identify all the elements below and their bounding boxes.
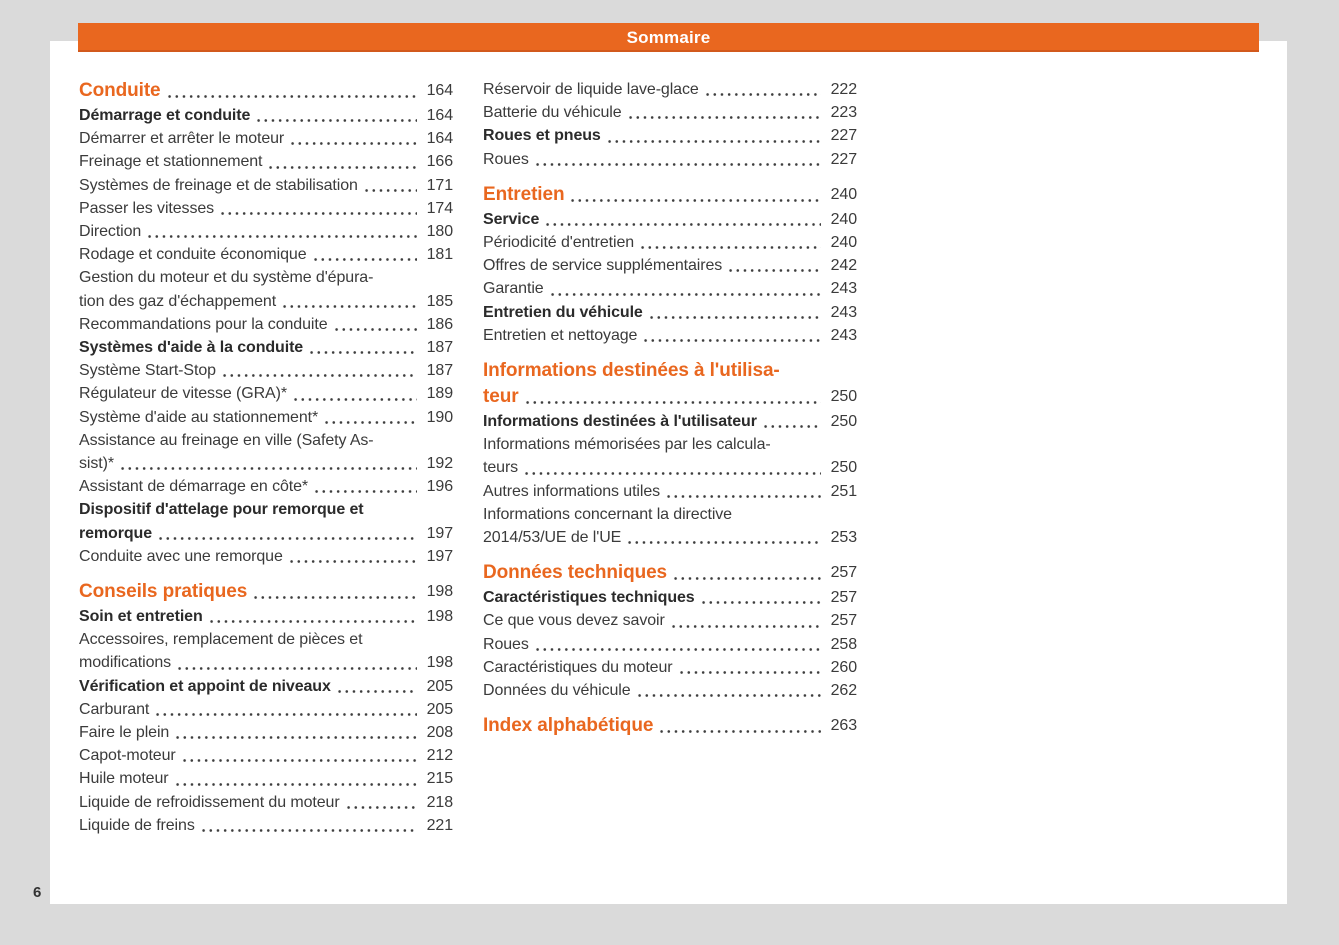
toc-entry-page: 164 [426,82,453,99]
toc-entry-label: Roues et pneus [483,127,601,145]
toc-entry-page: 243 [830,280,857,298]
toc-entry-label: Vérification et appoint de niveaux [79,677,331,695]
toc-entry-page: 208 [426,724,453,742]
toc-entry-label: Périodicité d'entretien [483,234,635,252]
toc-column-right [483,78,857,739]
toc-entry-label-continued: tion des gaz d'échappement [79,292,277,310]
toc-entry [79,767,453,790]
dot-leader [704,78,821,96]
dot-leader [288,545,417,563]
dot-leader [549,277,821,295]
toc-entry [79,791,453,814]
toc-entry-page: 262 [830,682,857,700]
toc-entry [483,480,857,503]
toc-entry-label: Soin et entretien [79,608,203,626]
dot-leader [363,174,417,192]
toc-entry [483,560,857,586]
toc-entry [483,656,857,679]
toc-entry-page: 240 [830,210,857,228]
toc-entry [483,713,857,739]
dot-leader [323,406,417,424]
toc-entry [79,127,453,150]
toc-entry-label: Conduite avec une remorque [79,547,283,565]
dot-leader [670,609,821,627]
dot-leader [219,197,417,215]
toc-entry-label: Système Start-Stop [79,362,216,380]
toc-entry-label: Dispositif d'attelage pour remorque et [79,501,364,519]
toc-entry-page: 180 [426,223,453,241]
toc-entry-page: 218 [426,793,453,811]
toc-entry-label: Rodage et conduite économique [79,246,307,264]
toc-entry-label: Faire le plein [79,724,170,742]
toc-entry-label: Données techniques [483,562,668,584]
toc-entry-page: 187 [426,362,453,380]
toc-entry [483,124,857,147]
toc-entry-label: Informations concernant la directive [483,505,732,523]
toc-entry-label: Assistant de démarrage en côte* [79,478,309,496]
dot-leader [569,182,821,202]
dot-leader [665,480,821,498]
dot-leader [333,313,417,331]
toc-entry [79,721,453,744]
toc-entry [79,266,453,312]
toc-entry-page: 263 [830,717,857,735]
toc-entry [79,545,453,568]
toc-entry [79,197,453,220]
toc-entry-page: 250 [830,413,857,431]
dot-leader [627,101,821,119]
toc-entry-label-continued: teur [483,386,519,408]
toc-entry-label: Système d'aide au stationnement* [79,408,319,426]
toc-entry-label: Assistance au freinage en ville (Safety As- [79,431,374,449]
dot-leader [534,633,821,651]
toc-entry-label: Autres informations utiles [483,482,661,500]
toc-entry-label: Huile moteur [79,770,169,788]
dot-leader [292,382,417,400]
toc-entry-label-continued: sist)* [79,455,114,473]
dot-leader [534,148,821,166]
toc-entry-label-continued: modifications [79,654,172,672]
dot-leader [606,124,821,142]
toc-entry-page: 227 [830,127,857,145]
toc-entry-page: 243 [830,303,857,321]
toc-entry [483,609,857,632]
page-title: Sommaire [626,28,711,47]
toc-entry-label: Démarrage et conduite [79,107,251,124]
toc-entry-page: 257 [830,564,857,582]
dot-leader [762,410,821,428]
toc-entry-label: Entretien du véhicule [483,303,643,321]
toc-entry-page: 164 [426,130,453,148]
toc-entry-label: Entretien et nettoyage [483,326,638,344]
toc-entry-label: Passer les vitesses [79,199,215,217]
toc-entry [79,78,453,104]
toc-entry-page: 198 [426,654,453,672]
toc-entry-page: 250 [830,388,857,406]
toc-entry-label: Liquide de freins [79,816,195,834]
dot-leader [626,526,821,544]
toc-entry-label: Systèmes de freinage et de stabilisation [79,176,358,194]
toc-entry-label: Garantie [483,280,544,298]
toc-entry-label: Service [483,210,540,228]
toc-entry [79,579,453,605]
toc-entry-label: Caractéristiques techniques [483,589,695,607]
toc-entry [483,301,857,324]
dot-leader [255,104,417,122]
toc-entry-label: Recommandations pour la conduite [79,315,328,333]
page-number: 6 [33,884,42,901]
toc-entry-page: 251 [830,482,857,500]
toc-entry-label: Caractéristiques du moteur [483,658,673,676]
toc-entry-label: Conseils pratiques [79,581,248,603]
toc-entry-page: 196 [426,478,453,496]
toc-entry-label: Freinage et stationnement [79,153,263,171]
toc-entry-label: Informations destinées à l'utilisateur [483,413,757,431]
toc-entry-page: 260 [830,658,857,676]
dot-leader [267,150,417,168]
toc-entry [79,698,453,721]
toc-entry-label: Données du véhicule [483,682,631,700]
toc-entry [483,679,857,702]
toc-entry-page: 257 [830,612,857,630]
toc-entry-label-continued: remorque [79,524,152,542]
toc-entry-label: Roues [483,150,529,168]
toc-entry-label: Entretien [483,183,565,205]
toc-entry-label: Informations destinées à l'utilisa- [483,360,780,382]
dot-leader [639,231,821,249]
toc-entry-page: 240 [830,234,857,252]
toc-entry-page: 197 [426,547,453,565]
dot-leader [345,791,417,809]
toc-entry [483,101,857,124]
toc-entry [483,410,857,433]
dot-leader [672,560,821,580]
dot-leader [157,522,417,540]
toc-entry [79,498,453,544]
toc-entry [79,243,453,266]
toc-entry [483,254,857,277]
toc-entry-label: Capot-moteur [79,747,176,765]
toc-entry [483,277,857,300]
toc-entry-label: Systèmes d'aide à la conduite [79,339,304,357]
dot-leader [174,767,417,785]
toc-entry [79,104,453,127]
toc-entry-page: 192 [426,455,453,473]
toc-entry [483,633,857,656]
toc-entry [79,336,453,359]
dot-leader [221,359,417,377]
toc-entry-page: 223 [830,104,857,122]
toc-entry [483,324,857,347]
dot-leader [200,814,417,832]
toc-entry [79,744,453,767]
toc-entry [483,148,857,171]
toc-entry-page: 250 [830,459,857,477]
dot-leader [313,475,417,493]
toc-entry-label: Batterie du véhicule [483,104,622,122]
toc-entry-page: 189 [426,385,453,403]
toc-entry [483,208,857,231]
toc-entry [483,586,857,609]
toc-entry-page: 190 [426,408,453,426]
dot-leader [678,656,822,674]
toc-entry-label: Régulateur de vitesse (GRA)* [79,385,287,403]
toc-entry [483,231,857,254]
toc-entry [483,358,857,410]
toc-entry-page: 212 [426,747,453,765]
toc-entry [79,150,453,173]
dot-leader [174,721,417,739]
dot-leader [176,651,417,669]
toc-entry-page: 197 [426,524,453,542]
toc-entry-label: Liquide de refroidissement du moteur [79,793,340,811]
toc-entry-label: Carburant [79,700,150,718]
toc-entry-page: 174 [426,199,453,217]
toc-column-left [79,78,453,837]
toc-entry [483,78,857,101]
toc-entry-page: 221 [426,816,453,834]
toc-entry-label-continued: 2014/53/UE de l'UE [483,529,622,547]
toc-entry [79,814,453,837]
toc-entry [79,628,453,674]
toc-entry [79,406,453,429]
toc-entry-page: 243 [830,326,857,344]
toc-entry-page: 215 [426,770,453,788]
toc-entry [79,475,453,498]
toc-entry-label: Gestion du moteur et du système d'épura- [79,269,374,287]
toc-entry [79,220,453,243]
dot-leader [336,675,417,693]
toc-entry-label: Ce que vous devez savoir [483,612,665,630]
dot-leader [636,679,821,697]
toc-entry-page: 164 [426,107,453,124]
toc-entry-label: Index alphabétique [483,715,654,737]
dot-leader [146,220,417,238]
toc-entry-page: 242 [830,257,857,275]
toc-entry [79,382,453,405]
toc-entry-page: 240 [830,185,857,203]
toc-entry-page: 166 [426,153,453,171]
toc-entry-page: 258 [830,635,857,653]
dot-leader [252,579,417,599]
toc-entry [483,503,857,549]
dot-leader [524,384,822,404]
toc-entry-label-continued: teurs [483,459,519,477]
toc-entry-page: 185 [426,292,453,310]
toc-entry [79,313,453,336]
toc-entry [79,429,453,475]
toc-entry-label: Direction [79,223,142,241]
dot-leader [119,452,417,470]
dot-leader [642,324,821,342]
toc-entry-page: 198 [426,608,453,626]
toc-entry [79,174,453,197]
toc-entry-page: 171 [426,176,453,194]
dot-leader [308,336,417,354]
dot-leader [281,290,417,308]
toc-entry-page: 257 [830,589,857,607]
toc-entry-label: Réservoir de liquide lave-glace [483,81,699,98]
toc-entry-page: 227 [830,150,857,168]
toc-entry-page: 205 [426,677,453,695]
dot-leader [658,713,821,733]
toc-entry-page: 181 [426,246,453,264]
toc-entry [79,675,453,698]
toc-entry-page: 205 [426,700,453,718]
toc-entry-page: 198 [426,583,453,601]
toc-entry [483,182,857,208]
toc-entry-page: 186 [426,315,453,333]
toc-entry [79,605,453,628]
dot-leader [523,456,821,474]
dot-leader [544,208,821,226]
toc-entry-page: 222 [830,81,857,98]
dot-leader [312,243,418,261]
dot-leader [700,586,821,604]
dot-leader [166,78,417,98]
toc-entry-label: Accessoires, remplacement de pièces et [79,631,363,649]
dot-leader [154,698,417,716]
toc-entry [483,433,857,479]
dot-leader [181,744,417,762]
dot-leader [289,127,417,145]
toc-entry-label: Roues [483,635,529,653]
toc-entry-label: Démarrer et arrêter le moteur [79,130,285,148]
dot-leader [208,605,417,623]
toc-entry [79,359,453,382]
page-header-bar [78,23,1259,52]
toc-entry-label: Offres de service supplémentaires [483,257,723,275]
dot-leader [648,301,821,319]
toc-entry-page: 253 [830,529,857,547]
toc-entry-label: Informations mémorisées par les calcula- [483,436,771,454]
manual-page [50,28,1287,904]
toc-entry-page: 187 [426,339,453,357]
dot-leader [727,254,821,272]
toc-entry-label: Conduite [79,80,161,101]
